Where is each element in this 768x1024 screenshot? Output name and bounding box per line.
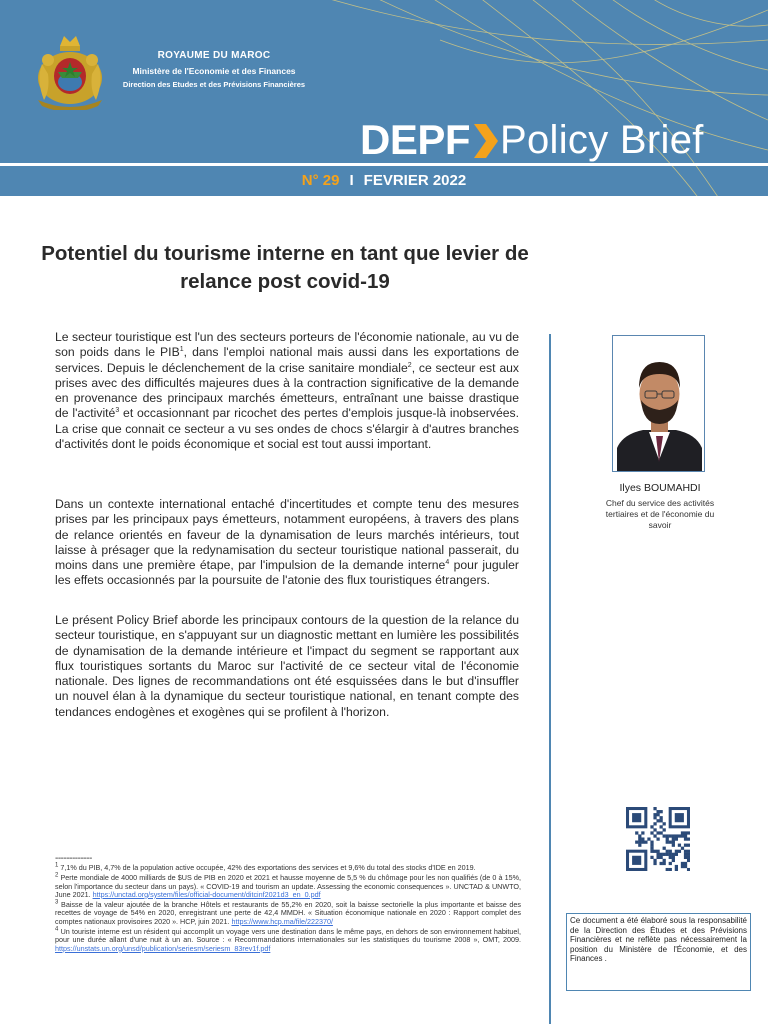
footnote-item [55,864,521,872]
issue-line [0,172,768,189]
author-portrait-icon [613,336,705,472]
issue-number: N° 29 [301,172,340,189]
footnote-ref[interactable]: 1 [179,346,184,354]
institution-country: ROYAUME DU MAROC [157,50,271,61]
issue-separator: I [349,172,354,189]
footnote-item [55,874,521,899]
author-photo [612,335,705,472]
footnote-number: 4 [55,926,59,933]
page-title: Potentiel du tourisme interne en tant que levier de relance post covid-19 [41,242,529,293]
body-paragraph-1 [55,330,519,452]
institution-ministry: Ministère de l'Economie et des Finances [132,66,296,76]
footnote-ref[interactable]: 2 [407,361,412,369]
paragraph-text: pour juguler les effets occasionnés par la poursuite de l'atonie des flux touristiques étrangers. [55,558,519,588]
paragraph-text: , ce secteur est aux prises avec des difficultés majeures dues à la contraction significative de la demande en provenance des principaux marchés émetteurs, entraînant une baisse drastique de l'activité [55,360,519,421]
paragraph-text: et occasionnant par ricochet des pertes d'emplois jusque-là inobservées. La crise que connait ce secteur a vu ses ondes de chocs s'élargir à d'autres branches d'activités dont le poids économique et social est tout aussi important. [55,406,519,452]
footnote-text: Perte mondiale de 4000 milliards de $US de PIB en 2020 et 2021 et hausse moyenne de 5,5 % du chômage pour les non qualifiés (de 0 à 15%, selon l'importance du secteur dans un pays). « COVID-19 and tourism an update. Assessing the economic consequences ». UNCTAD & UNWTO, June 2021. [55,873,521,899]
brand-policy-brief: Policy Brief [500,118,704,162]
chevron-right-icon [472,122,500,160]
body-paragraph-3: Le présent Policy Brief aborde les principaux contours de la question de la relance du secteur touristique, en s'appuyant sur un diagnostic mettant en lumière les possibilités de dynamisation de la demande intérieure et l'impact du segment se rapportant aux flux touristiques sortants du Maroc sur l'activité de ce secteur vital de l'économie nationale. Des lignes de recommandations ont été esquissées dans le but d'insuffler un nouvel élan à la dynamique du secteur touristique national, en tenant compte des tendances endogènes et exogènes qui se profilent à l'horizon. [55,613,519,719]
body-paragraph-2 [55,497,519,589]
footnote-text: Baisse de la valeur ajoutée de la branche Hôtels et restaurants de 55,2% en 2020, soit la baisse sectorielle la plus importante et baisse des recettes de voyage de 54% en 2020, enregistrant une perte de 42,4 MMDH. « Situation économique nationale en 2020 : Rapport complet des comptes nationaux provisoires 2020 ». HCP, juin 2021. [55,900,521,926]
header-divider [0,163,768,166]
footnote-ref[interactable]: 4 [445,559,450,567]
paragraph-text: , dans l'emploi national mais aussi dans les exportations de services. Depuis le déclenchement de la crise sanitaire mondiale [55,345,519,375]
footnote-separator: ------------- [55,853,92,864]
footnote-link[interactable]: https://unctad.org/system/files/official-document/ditcinf2021d3_en_0.pdf [92,889,321,899]
footnote-item [55,928,521,953]
author-role: Chef du service des activités tertiaires et de l'économie du savoir [605,498,715,530]
footnotes [55,864,521,955]
qr-code-icon[interactable] [626,807,690,871]
paragraph-text: Dans un contexte international entaché d'incertitudes et compte tenu des mesures prises par les principaux pays émetteurs, notamment européens, à travers des plans de relance orientés en faveur de la dynamisation de leurs marchés intérieurs, tout laisse à présager que la redynamisation du secteur touristique national passerait, du moins dans une première étape, par l'impulsion de la demande interne [55,497,519,573]
footnote-text: 7,1% du PIB, 4,7% de la population active occupée, 42% des exportations des services et 9,6% du total des stocks d'IDE en 2019. [60,863,476,872]
footnote-number: 3 [55,899,59,906]
issue-date: FEVRIER 2022 [363,172,467,189]
footnote-number: 2 [55,872,59,879]
institution-direction: Direction des Etudes et des Prévisions Financières [122,80,306,89]
paragraph-text: Le secteur touristique est l'un des secteurs porteurs de l'économie nationale, au vu de son poids dans le PIB [55,330,519,360]
disclaimer-box: Ce document a été élaboré sous la responsabilité de la Direction des Études et des Prévisions Financières et ne reflète pas nécessairement la position du Ministère de l'Économie, et des Finances . [566,913,751,991]
footnote-link[interactable]: https://unstats.un.org/unsd/publication/seriesm/seriesm_83rev1f.pdf [55,943,271,953]
brand-depf: DEPF [360,116,471,163]
footnote-text: Un touriste interne est un résident qui accomplit un voyage vers une destination dans le même pays, en dehors de son environnement habituel, pour une durée allant d'une nuit à un an. Source : « Recommandations internationales sur les statistiques du tourisme 2008 », OMT, 2009. [55,927,522,945]
footnote-number: 1 [55,862,59,869]
royal-emblem-icon [28,30,112,110]
sidebar-divider [549,334,551,1024]
author-name: Ilyes BOUMAHDI [619,482,701,494]
header-banner [0,0,768,196]
footnote-ref[interactable]: 3 [115,407,120,415]
footnote-item [55,901,521,926]
footnote-link[interactable]: https://www.hcp.ma/file/222370/ [231,916,333,926]
